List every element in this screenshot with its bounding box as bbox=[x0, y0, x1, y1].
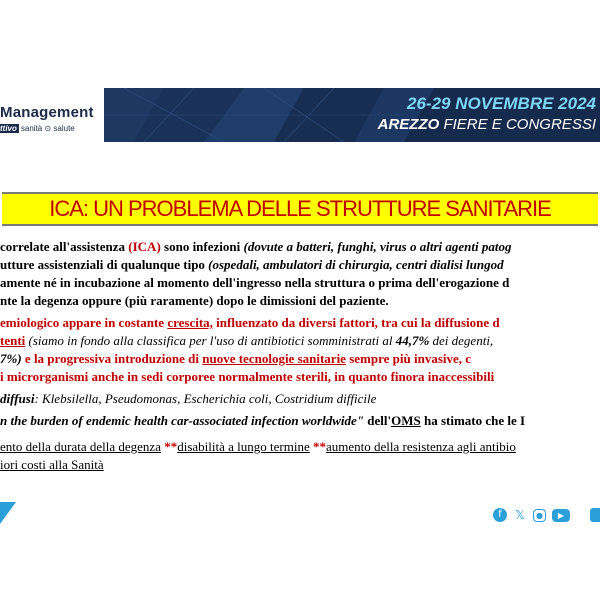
body-line-12: iori costi alla Sanità bbox=[0, 457, 104, 472]
slide-title-box bbox=[2, 192, 598, 226]
instagram-icon[interactable]: ● bbox=[533, 509, 546, 522]
text-run: aumento della resistenza agli antibio bbox=[325, 439, 516, 454]
text-run: utture assistenziali di qualunque tipo bbox=[0, 257, 209, 272]
body-line-2 bbox=[0, 256, 504, 273]
body-line-4: nte la degenza oppure (più raramente) dopo le dimissioni del paziente. bbox=[0, 293, 389, 308]
text-run: ento della durata della degenza bbox=[0, 439, 161, 454]
event-dates: 26-29 NOVEMBRE 2024 bbox=[407, 94, 596, 113]
logo-brand: sanità ⊙ salute bbox=[20, 124, 75, 133]
text-run: ha stimato che le I bbox=[420, 413, 526, 428]
body-line-6 bbox=[0, 332, 493, 349]
body-line-1 bbox=[0, 238, 511, 255]
text-run: n the burden of endemic health car-associated infection worldwide" bbox=[0, 413, 364, 428]
text-run: ** bbox=[309, 439, 326, 454]
text-run: (dovute a batteri, funghi, virus o altri agenti patog bbox=[243, 239, 512, 254]
text-run: emiologico appare in costante bbox=[0, 315, 168, 330]
text-run: : Klebsilella, Pseudomonas, Escherichia coli, Costridium difficile bbox=[34, 391, 377, 406]
text-run: correlate all'assistenza bbox=[0, 239, 129, 254]
slide-title: ICA: UN PROBLEMA DELLE STRUTTURE SANITARIE bbox=[49, 196, 551, 221]
text-run: 7%) bbox=[0, 351, 22, 366]
corner-accent bbox=[0, 502, 16, 524]
youtube-icon[interactable]: ▶ bbox=[552, 509, 570, 522]
body-line-3: amente né in incubazione al momento dell'ingresso nella struttura o prima dell'erogazione d bbox=[0, 275, 510, 290]
logo-subtitle bbox=[0, 124, 75, 133]
text-run: 44,7% bbox=[395, 333, 430, 348]
text-run: (siamo in fondo alla classifica per l'uso di antibiotici somministrati al bbox=[25, 333, 396, 348]
body-line-9 bbox=[0, 390, 376, 407]
x-icon[interactable]: 𝕏 bbox=[515, 508, 525, 522]
event-location bbox=[378, 116, 596, 133]
logo-title: Management bbox=[0, 104, 94, 121]
footer-tab bbox=[590, 508, 600, 522]
text-run: ** bbox=[160, 439, 178, 454]
social-links bbox=[493, 508, 570, 522]
body-line-7 bbox=[0, 350, 471, 367]
text-run: sono infezioni bbox=[160, 239, 244, 254]
event-banner bbox=[104, 88, 600, 142]
body-line-10 bbox=[0, 412, 525, 429]
text-run: nuove tecnologie sanitarie bbox=[202, 351, 346, 366]
text-run: sempre più invasive, c bbox=[345, 351, 472, 366]
text-run: crescita, bbox=[167, 315, 213, 330]
text-run: (ospedali, ambulatori di chirurgia, centri dialisi lungod bbox=[208, 257, 504, 272]
text-run: dei degenti, bbox=[429, 333, 494, 348]
text-run: OMS bbox=[391, 413, 421, 428]
event-venue: FIERE E CONGRESSI bbox=[439, 116, 596, 133]
event-city: AREZZO bbox=[377, 116, 440, 133]
facebook-icon[interactable]: f bbox=[493, 508, 507, 522]
body-line-11 bbox=[0, 438, 516, 455]
logo-tag: ttivo bbox=[0, 124, 17, 133]
text-run: e la progressiva introduzione di bbox=[21, 351, 203, 366]
event-logo bbox=[0, 104, 110, 138]
text-run: influenzato da diversi fattori, tra cui la diffusione d bbox=[212, 315, 500, 330]
body-line-5 bbox=[0, 314, 500, 331]
text-run: (ICA) bbox=[128, 239, 161, 254]
text-run: diffusi bbox=[0, 391, 35, 406]
body-line-8: i microrganismi anche in sedi corporee normalmente sterili, in quanto finora inaccessibili bbox=[0, 369, 495, 384]
text-run: dell' bbox=[364, 413, 392, 428]
text-run: disabilità a lungo termine bbox=[177, 439, 310, 454]
text-run: tenti bbox=[0, 333, 26, 348]
